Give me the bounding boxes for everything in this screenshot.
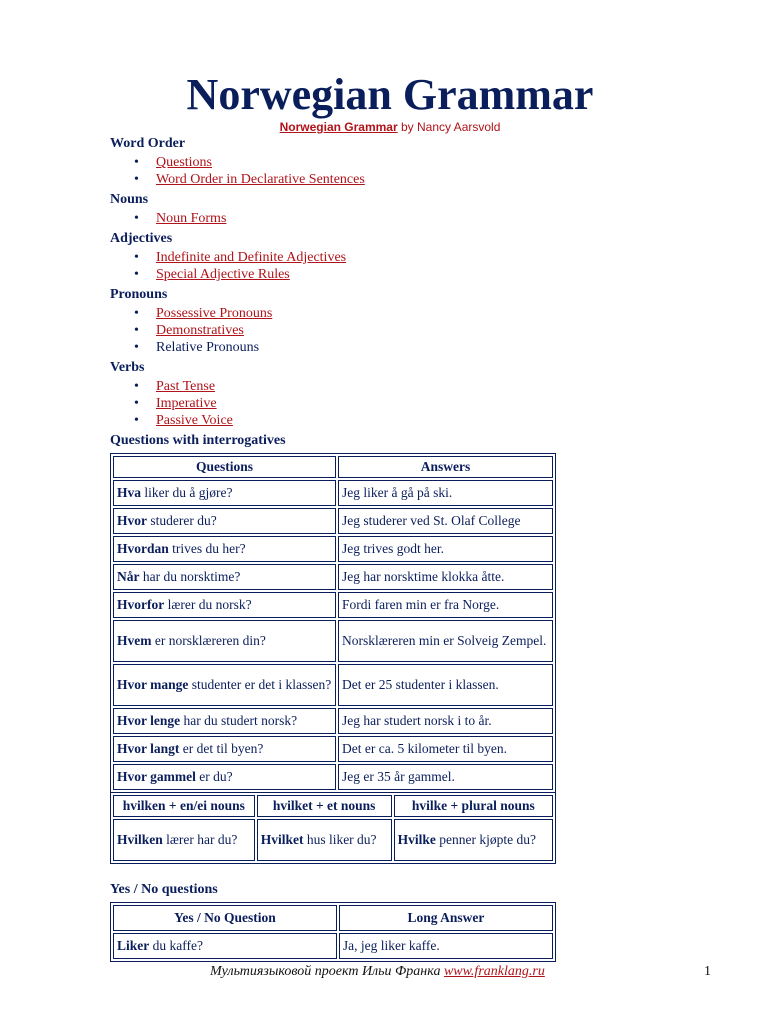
question-rest: lærer du norsk?: [164, 597, 252, 612]
byline: [110, 120, 670, 134]
hvilken-header: hvilket + et nouns: [257, 795, 392, 817]
question-cell: [113, 736, 336, 762]
footer-text: Мультиязыковой проект Ильи Франка: [210, 964, 444, 979]
toc-link[interactable]: Questions: [156, 155, 212, 170]
table-row: [113, 736, 553, 762]
byline-author: by Nancy Aarsvold: [397, 120, 501, 134]
answer-cell: Jeg er 35 år gammel.: [338, 764, 553, 790]
list-item: [156, 339, 670, 356]
interrogative-word: Hvor: [117, 513, 147, 528]
col-answers-header: Answers: [338, 456, 553, 478]
byline-link[interactable]: Norwegian Grammar: [279, 120, 398, 134]
question-rest: studerer du?: [147, 513, 217, 528]
toc-link[interactable]: Special Adjective Rules: [156, 267, 290, 282]
interrogative-word: Hva: [117, 485, 142, 500]
question-rest: trives du her?: [168, 541, 246, 556]
interrogative-word: Hvordan: [117, 541, 169, 556]
question-cell: [113, 620, 336, 662]
list-item: [156, 412, 670, 429]
question-cell: [113, 592, 336, 618]
answer-cell: Jeg har studert norsk i to år.: [338, 708, 553, 734]
interrogative-word: Hvilken: [117, 832, 163, 847]
list-item: [156, 249, 670, 266]
interrogative-word: Hvor mange: [117, 677, 189, 692]
section-list: [110, 378, 670, 429]
hvilken-table: [110, 792, 556, 864]
interrogative-word: Hvem: [117, 633, 152, 648]
hvilken-cell: [113, 819, 255, 861]
list-item: [156, 171, 670, 188]
list-item: [156, 266, 670, 283]
footer-link[interactable]: www.franklang.ru: [443, 964, 545, 979]
page-number: 1: [704, 964, 711, 979]
question-rest: har du studert norsk?: [180, 713, 298, 728]
section-heading: Verbs: [110, 360, 145, 375]
interrogative-word: Når: [117, 569, 140, 584]
table-row: [113, 592, 553, 618]
table-header-row: [113, 795, 553, 817]
table-row: [113, 764, 553, 790]
yesno-table: [110, 902, 556, 962]
question-cell: [113, 764, 336, 790]
answer-cell: Det er 25 studenter i klassen.: [338, 664, 553, 706]
answer-cell: Jeg har norsktime klokka åtte.: [338, 564, 553, 590]
question-rest: er norsklæreren din?: [151, 633, 266, 648]
question-rest: studenter er det i klassen?: [188, 677, 332, 692]
answer-cell: Fordi faren min er fra Norge.: [338, 592, 553, 618]
toc-link[interactable]: Past Tense: [156, 379, 216, 394]
yesno-heading: Yes / No questions: [110, 882, 218, 897]
question-cell: [113, 708, 336, 734]
question-cell: [113, 933, 337, 959]
section-list: [110, 210, 670, 227]
interrogative-word: Liker: [117, 938, 150, 953]
interrogatives-heading: Questions with interrogatives: [110, 433, 286, 448]
interrogative-word: Hvor langt: [117, 741, 180, 756]
toc-link[interactable]: Word Order in Declarative Sentences: [156, 172, 365, 187]
question-rest: penner kjøpte du?: [435, 832, 536, 847]
list-item: [156, 322, 670, 339]
interrogative-word: Hvorfor: [117, 597, 165, 612]
question-cell: [113, 480, 336, 506]
answer-cell: Norsklæreren min er Solveig Zempel.: [338, 620, 553, 662]
question-rest: er du?: [195, 769, 233, 784]
toc-text: Relative Pronouns: [156, 340, 260, 355]
page-footer: [0, 964, 768, 984]
col-yesno-question-header: Yes / No Question: [113, 905, 337, 931]
interrogative-word: Hvor lenge: [117, 713, 181, 728]
footer-credit: [210, 964, 545, 980]
question-cell: [113, 536, 336, 562]
table-row: [113, 564, 553, 590]
document-page: [110, 70, 670, 962]
section-heading: Word Order: [110, 136, 186, 151]
section-heading: Adjectives: [110, 231, 173, 246]
list-item: [156, 378, 670, 395]
answer-cell: Jeg trives godt her.: [338, 536, 553, 562]
hvilken-header: hvilke + plural nouns: [394, 795, 553, 817]
list-item: [156, 154, 670, 171]
answer-cell: Det er ca. 5 kilometer til byen.: [338, 736, 553, 762]
table-row: [113, 933, 553, 959]
table-row: [113, 819, 553, 861]
section-heading: Pronouns: [110, 287, 168, 302]
question-rest: har du norsktime?: [139, 569, 241, 584]
col-long-answer-header: Long Answer: [339, 905, 553, 931]
interrogative-word: Hvilket: [260, 832, 304, 847]
toc-link[interactable]: Noun Forms: [156, 211, 227, 226]
list-item: [156, 305, 670, 322]
section-heading: Nouns: [110, 192, 149, 207]
table-row: [113, 508, 553, 534]
interrogative-word: Hvilke: [397, 832, 436, 847]
question-rest: lærer har du?: [162, 832, 238, 847]
table-row: [113, 664, 553, 706]
question-rest: hus liker du?: [303, 832, 377, 847]
question-cell: [113, 664, 336, 706]
hvilken-cell: [257, 819, 392, 861]
question-rest: er det til byen?: [179, 741, 264, 756]
col-questions-header: Questions: [113, 456, 336, 478]
list-item: [156, 395, 670, 412]
section-list: [110, 305, 670, 356]
toc-link[interactable]: Passive Voice: [156, 413, 233, 428]
question-cell: [113, 508, 336, 534]
toc-sections: [110, 134, 670, 429]
table-row: [113, 480, 553, 506]
toc-link[interactable]: Demonstratives: [156, 323, 244, 338]
question-rest: liker du å gjøre?: [141, 485, 233, 500]
hvilken-header: hvilken + en/ei nouns: [113, 795, 255, 817]
page-title: Norwegian Grammar: [186, 70, 594, 119]
table-row: [113, 620, 553, 662]
toc-link[interactable]: Imperative: [156, 396, 217, 411]
toc-link[interactable]: Indefinite and Definite Adjectives: [156, 250, 347, 265]
section-list: [110, 154, 670, 188]
question-rest: du kaffe?: [149, 938, 203, 953]
table-row: [113, 536, 553, 562]
section-list: [110, 249, 670, 283]
answer-cell: Ja, jeg liker kaffe.: [339, 933, 553, 959]
answer-cell: Jeg liker å gå på ski.: [338, 480, 553, 506]
interrogative-word: Hvor gammel: [117, 769, 196, 784]
list-item: [156, 210, 670, 227]
answer-cell: Jeg studerer ved St. Olaf College: [338, 508, 553, 534]
toc-link[interactable]: Possessive Pronouns: [156, 306, 273, 321]
question-cell: [113, 564, 336, 590]
hvilken-cell: [394, 819, 553, 861]
interrogatives-table: [110, 453, 556, 793]
table-row: [113, 708, 553, 734]
